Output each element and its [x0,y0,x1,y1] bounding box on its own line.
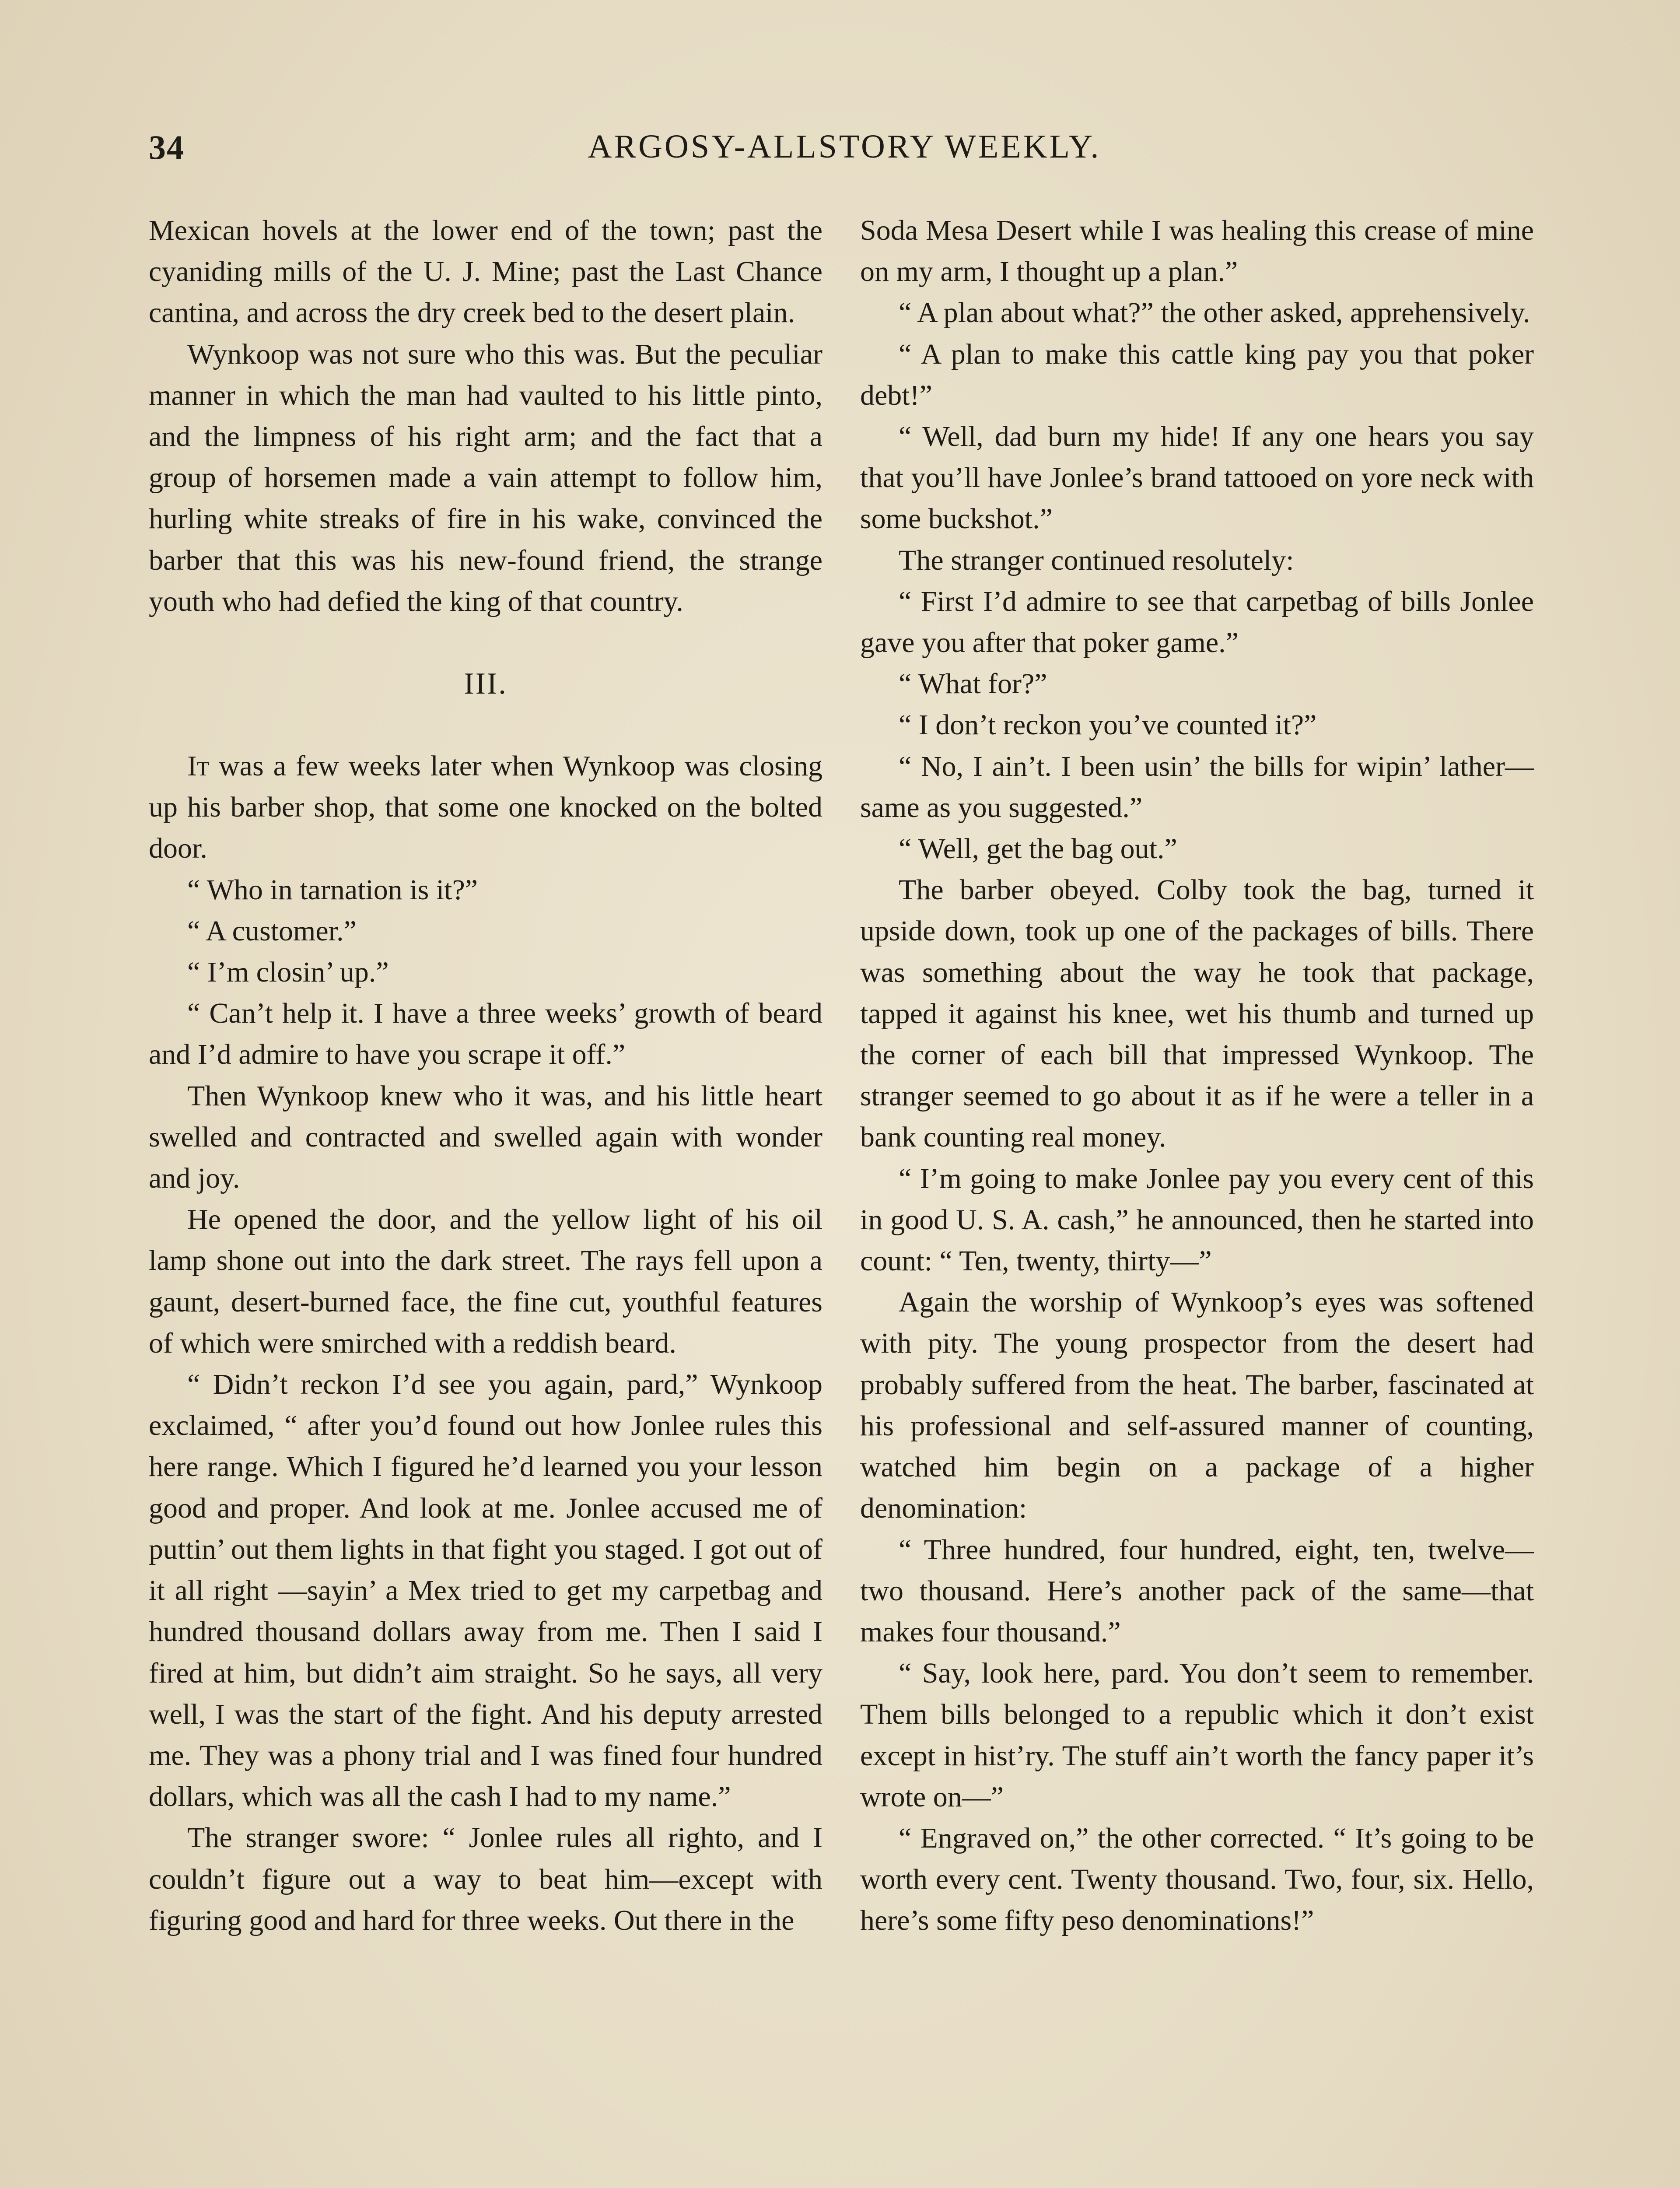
paragraph: “ What for?” [899,668,1047,700]
paragraph: The stranger continued resolutely: [899,544,1294,576]
paragraph: “ A customer.” [187,915,357,947]
paragraph: Mexican hovels at the lower end of the town; past the cyaniding mills of the U. J. Mine; past the Last Chance cantina, and across the dry creek bed to the desert plain. [149,214,822,329]
paragraph: Then Wynkoop knew who it was, and his little heart swelled and contracted and swelled again with wonder and joy. [149,1080,822,1195]
paragraph: “ No, I ain’t. I been usin’ the bills for wipin’ lather—same as you suggested.” [860,750,1534,824]
section-heading: III. [464,667,508,701]
paragraph: “ I’m going to make Jonlee pay you every cent of this in good U. S. A. cash,” he announced, then he started into count: “ Ten, twenty, thirty—” [860,1162,1534,1277]
paragraph: “ I’m closin’ up.” [187,956,389,989]
paragraph: “ Didn’t reckon I’d see you again, pard,” Wynkoop exclaimed, “ after you’d found out how Jonlee rules this here range. Which I figured he’d learned you your lesson good and proper. And look at me. Jonlee accused me of puttin’ out them lights in that fight you staged. I got out of it all right —sayin’ a Mex tried to get my carpetbag and hundred thousand dollars away from me. Then I said I fired at him, but didn’t aim straight. So he says, all very well, I was the start of the fight. And his deputy arrested me. They was a phony trial and I was fined four hundred dollars, which was all the cash I had to my name.” [149,1368,822,1813]
paragraph-opening [149,746,822,870]
paragraph: The stranger swore: “ Jonlee rules all righto, and I couldn’t figure out a way to beat him—except with figuring good and hard for three weeks. Out there in the [149,1822,822,1936]
paragraph: “ Three hundred, four hundred, eight, ten, twelve—two thousand. Here’s another pack of the same—that makes four thousand.” [860,1533,1534,1648]
paragraph: “ Who in tarnation is it?” [187,873,478,906]
paragraph: “ I don’t reckon you’ve counted it?” [899,709,1317,741]
paragraph: “ A plan to make this cattle king pay you that poker debt!” [860,338,1534,411]
left-column [149,210,822,1941]
running-head: ARGOSY-ALLSTORY WEEKLY. [588,128,1101,165]
page-number: 34 [149,128,185,166]
paragraph: “ A plan about what?” the other asked, apprehensively. [899,297,1530,329]
page-header [149,128,1540,176]
paragraph: “ Well, get the bag out.” [899,833,1177,865]
paragraph: Again the worship of Wynkoop’s eyes was softened with pity. The young prospector from the desert had probably suffered from the heat. The barber, fascinated at his professional and self-assured manner of counting, watched him begin on a package of a higher denomination: [860,1286,1534,1525]
paragraph: “ First I’d admire to see that carpetbag of bills Jonlee gave you after that poker game.” [860,585,1534,659]
paragraph: “ Well, dad burn my hide! If any one hears you say that you’ll have Jonlee’s brand tattooed on yore neck with some buckshot.” [860,421,1534,535]
paragraph: “ Say, look here, pard. You don’t seem to remember. Them bills belonged to a republic which it don’t exist except in hist’ry. The stuff ain’t worth the fancy paper it’s wrote on—” [860,1657,1534,1813]
paragraph: He opened the door, and the yellow light of his oil lamp shone out into the dark street. The rays fell upon a gaunt, desert-burned face, the fine cut, youthful features of which were smirched with a reddish beard. [149,1203,822,1359]
paragraph: Soda Mesa Desert while I was healing this crease of mine on my arm, I thought up a plan.” [860,214,1534,288]
paragraph: The barber obeyed. Colby took the bag, turned it upside down, took up one of the packages of bills. There was something about the way he took that package, tapped it against his knee, wet his thumb and turned up the corner of each bill that impressed Wynkoop. The stranger seemed to go about it as if he were a teller in a bank counting real money. [860,874,1534,1154]
paragraph: “ Can’t help it. I have a three weeks’ growth of beard and I’d admire to have you scrape it off.” [149,997,822,1071]
paragraph: “ Engraved on,” the other corrected. “ It’s going to be worth every cent. Twenty thousand. Two, four, six. Hello, here’s some fifty peso denominations!” [860,1822,1534,1937]
opening-word: It [187,750,210,782]
paragraph-text: was a few weeks later when Wynkoop was closing up his barber shop, that some one knocked on the bolted door. [149,750,822,865]
right-column [860,210,1534,1942]
paragraph: Wynkoop was not sure who this was. But the peculiar manner in which the man had vaulted to his little pinto, and the limpness of his right arm; and the fact that a group of horsemen made a vain attempt to follow him, hurling white streaks of fire in his wake, convinced the barber that this was his new-found friend, the strange youth who had defied the king of that country. [149,338,822,617]
